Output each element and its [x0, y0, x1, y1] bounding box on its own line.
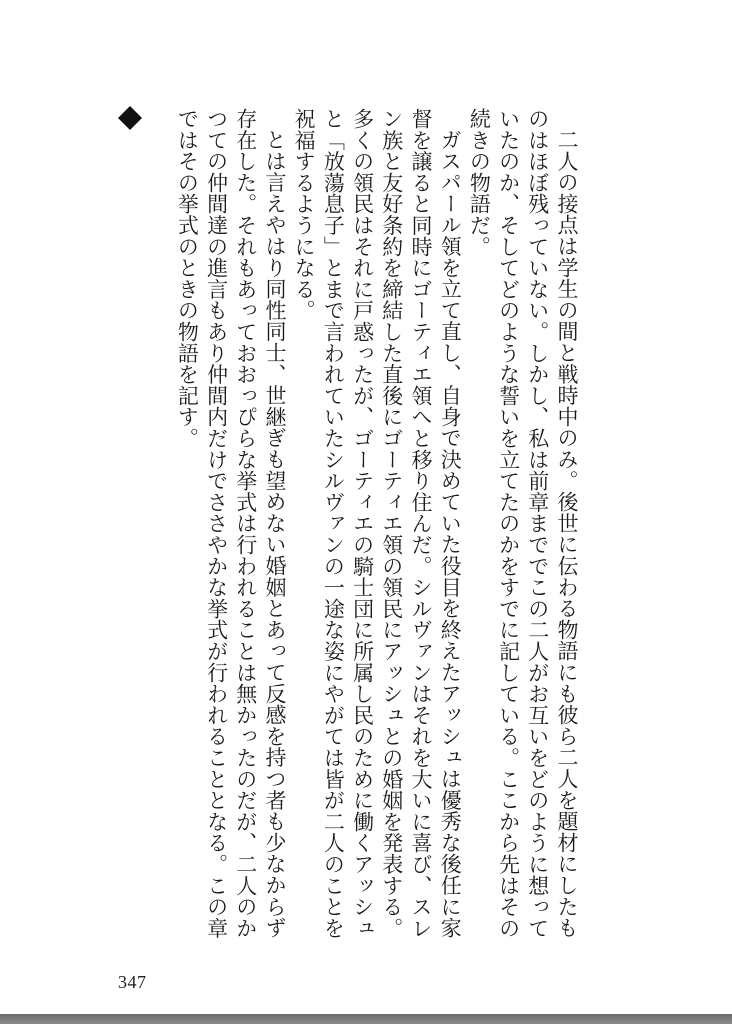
vertical-text-body — [172, 108, 581, 943]
paragraph-1: 二人の接点は学生の間と戦時中のみ。後世に伝わる物語にも彼ら二人を題材にしたものはほぼ残っていない。しかし、私は前章まででこの二人がお互いをどのように想っていたのか、そしてどのような誓いを立てたのかをすでに記している。ここから先はその続きの物語だ。 — [467, 108, 579, 939]
bottom-edge-bar — [0, 1014, 732, 1024]
diamond-icon — [117, 105, 143, 131]
paragraph-2: ガスパール領を立て直し、自身で決めていた役目を終えたアッシュは優秀な後任に家督を譲ると同時にゴーティエ領へと移り住んだ。シルヴァンはそれを大いに喜び、スレン族と友好条約を締結した直後にゴーティエ領の領民にアッシュとの婚姻を発表する。多くの領民はそれに戸惑ったが、ゴーティエの騎士団に所属し民のために働くアッシュと「放蕩息子」とまで言われていたシルヴァンの一途な姿にやがては皆が二人のことを祝福するようになる。 — [292, 108, 463, 939]
page-number: 347 — [118, 972, 147, 992]
paragraph-3: とは言えやはり同性同士、世継ぎも望めない婚姻とあって反感を持つ者も少なからず存在した。それもあっておおっぴらな挙式は行われることは無かったのだが、二人のかつての仲間達の進言もあり仲間内だけでささやかな挙式が行われることとなる。この章ではその挙式のときの物語を記す。 — [175, 108, 287, 939]
